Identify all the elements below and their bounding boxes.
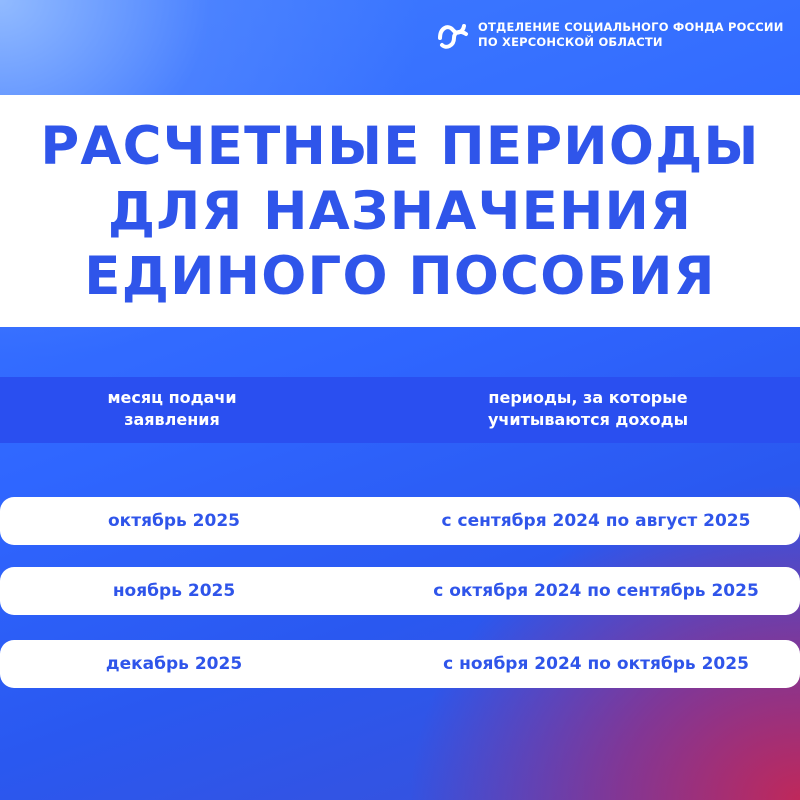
row-period: с ноября 2024 по октябрь 2025 bbox=[443, 654, 749, 674]
row-month: декабрь 2025 bbox=[105, 654, 243, 674]
table-row bbox=[0, 640, 800, 688]
row-month: ноябрь 2025 bbox=[112, 581, 236, 601]
table-row bbox=[0, 567, 800, 615]
column-header-period-line2: учитываются доходы bbox=[487, 410, 689, 429]
org-header bbox=[436, 18, 784, 52]
row-period: с октября 2024 по сентябрь 2025 bbox=[433, 581, 759, 601]
title-line-3: ЕДИНОГО ПОСОБИЯ bbox=[84, 245, 716, 307]
title-line-1: РАСЧЕТНЫЕ ПЕРИОДЫ bbox=[40, 115, 760, 177]
title-line-2: ДЛЯ НАЗНАЧЕНИЯ bbox=[107, 180, 693, 242]
table-header bbox=[0, 377, 800, 443]
column-header-period bbox=[438, 387, 738, 431]
org-name bbox=[478, 20, 784, 50]
sfr-logo-icon bbox=[436, 18, 470, 52]
org-name-line1: ОТДЕЛЕНИЕ СОЦИАЛЬНОГО ФОНДА РОССИИ bbox=[478, 20, 784, 34]
row-period: с сентября 2024 по август 2025 bbox=[441, 511, 751, 531]
column-header-period-line1: периоды, за которые bbox=[488, 388, 688, 407]
org-name-line2: ПО ХЕРСОНСКОЙ ОБЛАСТИ bbox=[478, 35, 663, 49]
column-header-month-line1: месяц подачи bbox=[107, 388, 237, 407]
table-row bbox=[0, 497, 800, 545]
title-panel bbox=[0, 95, 800, 327]
column-header-month-line2: заявления bbox=[124, 410, 220, 429]
row-month: октябрь 2025 bbox=[107, 511, 241, 531]
column-header-month bbox=[72, 387, 272, 431]
